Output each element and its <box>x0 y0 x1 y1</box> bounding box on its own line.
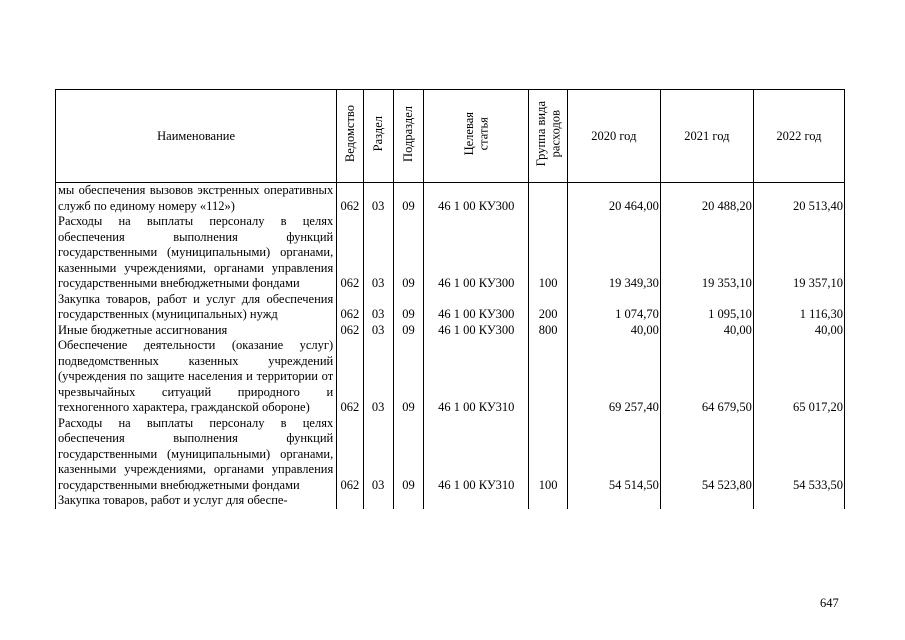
cell-2020: 1 074,70 <box>567 292 660 323</box>
cell-celevaya-statya: 46 1 00 КУ300 <box>424 183 529 215</box>
header-podrazdel: Подраздел <box>393 90 423 183</box>
header-2021: 2021 год <box>660 90 753 183</box>
cell-razdel: 03 <box>363 292 393 323</box>
cell-podrazdel: 09 <box>393 416 423 494</box>
cell-celevaya-statya: 46 1 00 КУ300 <box>424 214 529 292</box>
header-row <box>56 90 845 183</box>
header-vedomstvo: Ведомство <box>337 90 363 183</box>
cell-2022: 54 533,50 <box>753 416 844 494</box>
header-razdel: Раздел <box>363 90 393 183</box>
cell-2022: 20 513,40 <box>753 183 844 215</box>
cell-2020: 19 349,30 <box>567 214 660 292</box>
cell-vedomstvo: 062 <box>337 338 363 416</box>
cell-2021: 64 679,50 <box>660 338 753 416</box>
cell-2022: 19 357,10 <box>753 214 844 292</box>
cell-name: Расходы на выплаты персоналу в целях обеспечения выполнения функций государственными (муниципальными) органами, казенными учреждениями, органами управления государственными внебюджетными фондами <box>56 214 337 292</box>
cell-2021: 40,00 <box>660 323 753 339</box>
cell-podrazdel: 09 <box>393 214 423 292</box>
table-row <box>56 493 845 509</box>
header-gruppa-vida-rashodov: Группа вида расходов <box>529 90 567 183</box>
cell-2020: 54 514,50 <box>567 416 660 494</box>
budget-table <box>55 89 845 509</box>
cell-razdel: 03 <box>363 214 393 292</box>
cell-gruppa: 200 <box>529 292 567 323</box>
cell-celevaya-statya: 46 1 00 КУ310 <box>424 416 529 494</box>
cell-gruppa <box>529 493 567 509</box>
cell-vedomstvo: 062 <box>337 183 363 215</box>
cell-razdel: 03 <box>363 183 393 215</box>
table-row <box>56 292 845 323</box>
cell-podrazdel: 09 <box>393 338 423 416</box>
cell-2020: 40,00 <box>567 323 660 339</box>
cell-gruppa: 800 <box>529 323 567 339</box>
cell-name: Расходы на выплаты персоналу в целях обеспечения выполнения функций государственными (муниципальными) органами, казенными учреждениями, органами управления государственными внебюджетными фондами <box>56 416 337 494</box>
cell-vedomstvo <box>337 493 363 509</box>
header-name: Наименование <box>56 90 337 183</box>
cell-2020 <box>567 493 660 509</box>
cell-2022: 65 017,20 <box>753 338 844 416</box>
cell-2020: 69 257,40 <box>567 338 660 416</box>
table-row <box>56 183 845 215</box>
cell-2021: 1 095,10 <box>660 292 753 323</box>
cell-vedomstvo: 062 <box>337 416 363 494</box>
cell-celevaya-statya: 46 1 00 КУ300 <box>424 323 529 339</box>
cell-2020: 20 464,00 <box>567 183 660 215</box>
header-2022: 2022 год <box>753 90 844 183</box>
cell-podrazdel: 09 <box>393 323 423 339</box>
cell-gruppa: 100 <box>529 214 567 292</box>
cell-2021 <box>660 493 753 509</box>
cell-2022: 1 116,30 <box>753 292 844 323</box>
cell-name: Закупка товаров, работ и услуг для обеспе- <box>56 493 337 509</box>
cell-podrazdel <box>393 493 423 509</box>
cell-2021: 54 523,80 <box>660 416 753 494</box>
table-row <box>56 323 845 339</box>
cell-razdel <box>363 493 393 509</box>
cell-vedomstvo: 062 <box>337 292 363 323</box>
cell-razdel: 03 <box>363 338 393 416</box>
cell-celevaya-statya: 46 1 00 КУ310 <box>424 338 529 416</box>
header-celevaya-statya: Целевая статья <box>424 90 529 183</box>
cell-2021: 19 353,10 <box>660 214 753 292</box>
table-row <box>56 338 845 416</box>
cell-name: Иные бюджетные ассигнования <box>56 323 337 339</box>
cell-podrazdel: 09 <box>393 292 423 323</box>
cell-gruppa <box>529 183 567 215</box>
cell-gruppa: 100 <box>529 416 567 494</box>
page-number: 647 <box>820 596 839 610</box>
cell-razdel: 03 <box>363 323 393 339</box>
cell-2021: 20 488,20 <box>660 183 753 215</box>
cell-celevaya-statya <box>424 493 529 509</box>
cell-gruppa <box>529 338 567 416</box>
cell-name: Закупка товаров, работ и услуг для обеспечения государственных (муниципальных) нужд <box>56 292 337 323</box>
cell-vedomstvo: 062 <box>337 323 363 339</box>
table-row <box>56 416 845 494</box>
cell-podrazdel: 09 <box>393 183 423 215</box>
cell-vedomstvo: 062 <box>337 214 363 292</box>
table-row <box>56 214 845 292</box>
cell-razdel: 03 <box>363 416 393 494</box>
cell-name: мы обеспечения вызовов экстренных оперативных служб по единому номеру «112») <box>56 183 337 215</box>
header-2020: 2020 год <box>567 90 660 183</box>
cell-2022 <box>753 493 844 509</box>
cell-name: Обеспечение деятельности (оказание услуг) подведомственных казенных учреждений (учреждения по защите населения и территории от чрезвычайных ситуаций природного и техногенного характера, гражданской обороне) <box>56 338 337 416</box>
cell-celevaya-statya: 46 1 00 КУ300 <box>424 292 529 323</box>
cell-2022: 40,00 <box>753 323 844 339</box>
